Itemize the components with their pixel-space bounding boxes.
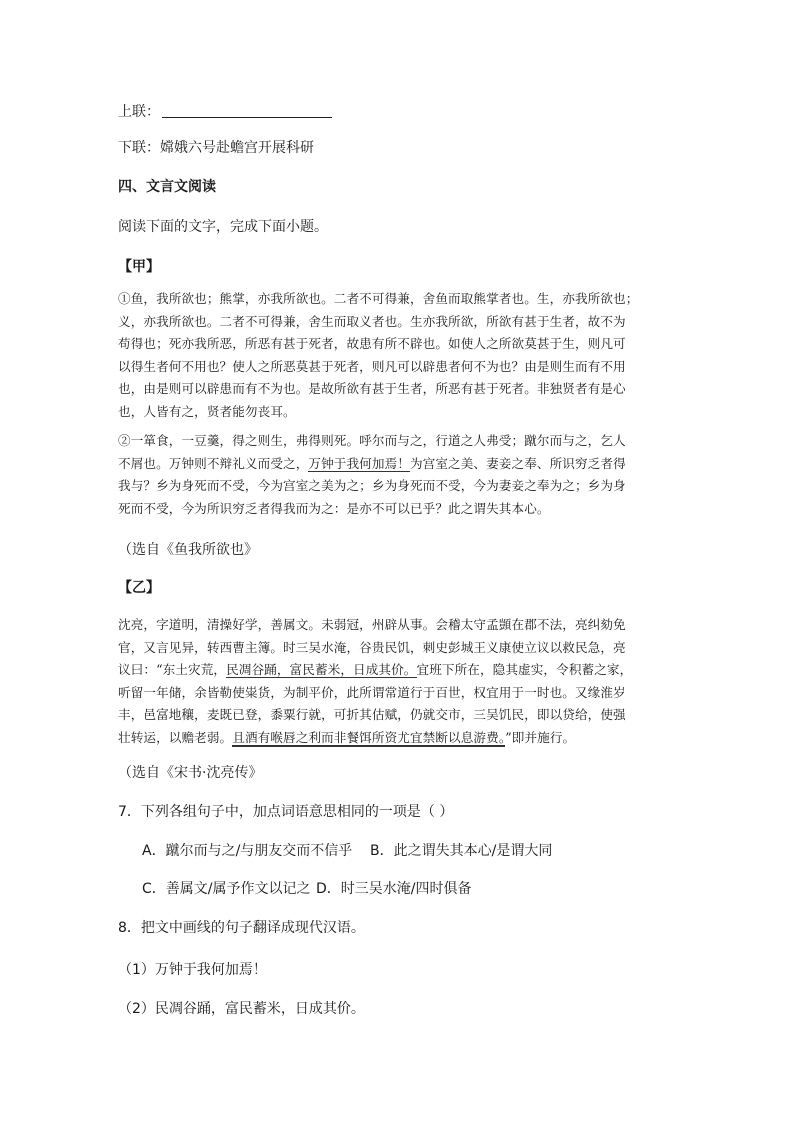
jia-p2-line: 死而不受，今为所识穷乏者得我而为之：是亦不可以已乎？此之谓失其本心。: [118, 500, 550, 516]
section-title: 四、文言文阅读: [118, 179, 216, 195]
yi-line: 丰，邑富地穰，麦既已登，黍粟行就，可折其估赋，仍就交市，三吴饥民，即以贷给，使强: [118, 707, 626, 722]
question-8-sentence-2: （2）民凋谷踊，富民蓄米，日成其价。: [118, 1001, 365, 1017]
upper-couplet-blank[interactable]: [162, 103, 332, 118]
yi-line: 沈亮，字道明，清操好学，善属文。未弱冠，州辟从事。会稽太守孟顗在郡不法，亮纠劾免: [118, 617, 626, 632]
question-7-option-a[interactable]: A．蹴尔而与之/与朋友交而不信乎: [142, 843, 353, 859]
passage-yi-paragraph: [118, 614, 676, 749]
jia-source: （选自《鱼我所欲也》: [118, 542, 258, 558]
passage-yi-tag: 【乙】: [118, 580, 160, 596]
question-8-stem: 8．把文中画线的句子翻译成现代汉语。: [118, 920, 365, 936]
upper-couplet-label: 上联：: [118, 104, 160, 120]
question-7-option-c[interactable]: C．善属文/属予作文以记之: [142, 881, 311, 897]
question-8-sentence-1: （1）万钟于我何加焉！: [118, 962, 267, 978]
jia-p2-line: 不屑也。万钟则不辩礼义而受之，万钟于我何加焉！为宫室之美、妻妾之奉、所识穷乏者得: [118, 455, 626, 471]
jia-p1-line: 也，由是则可以辟患而有不为也。是故所欲有甚于生者，所恶有甚于死者。非独贤者有是心: [118, 381, 626, 396]
yi-line: 官，又言见异，转西曹主簿。时三吴水淹，谷贵民饥，刺史彭城王义康使立议以救民急，亮: [118, 639, 626, 655]
jia-p1-line: 以得生者何不用也？使人之所恶莫甚于死者，则凡可以辟患者何不为也？由是则生而有不用: [118, 358, 626, 374]
reading-instruction: 阅读下面的文字，完成下面小题。: [118, 219, 328, 235]
yi-line: 壮转运，以赡老弱。且酒有喉唇之利而非餐饵所资尤宜禁断以息游费。”即并施行。: [118, 729, 576, 745]
passage-jia-paragraph-1: [118, 288, 676, 423]
question-7-option-b[interactable]: B．此之谓失其本心/是谓大同: [370, 843, 553, 859]
jia-p1-line: 义，亦我所欲也。二者不可得兼，舍生而取义者也。生亦我所欲，所欲有甚于生者，故不为: [118, 313, 626, 329]
yi-line: 听留一年储，余皆勒使粜货，为制平价，此所谓常道行于百世，权宜用于一时也。又缘淮岁: [118, 684, 626, 700]
yi-source: （选自《宋书·沈亮传》: [118, 765, 263, 781]
jia-p2-line: ②一箪食，一豆羹，得之则生，弗得则死。呼尔而与之，行道之人弗受；蹴尔而与之，乞人: [118, 433, 626, 448]
jia-p1-line: 也，人皆有之，贤者能勿丧耳。: [118, 403, 296, 419]
lower-couplet: 下联：嫦娥六号赴蟾宫开展科研: [118, 140, 314, 156]
question-7-option-d[interactable]: D．时三吴水淹/四时俱备: [316, 881, 472, 897]
upper-couplet-line: [118, 102, 332, 122]
underlined-sentence-3: 且酒有喉唇之利而非餐饵所资尤宜禁断以息游费。: [232, 729, 506, 745]
passage-jia-paragraph-2: [118, 430, 676, 520]
yi-line: 议曰：“东土灾荒，民凋谷踊，富民蓄米，日成其价。宜班下所在，隐其虚实，令积蓄之家，: [118, 662, 633, 677]
jia-p1-line: 苟得也；死亦我所恶，所恶有甚于死者，故患有所不辟也。如使人之所欲莫甚于生，则凡可: [118, 336, 626, 351]
jia-p2-line: 我与？乡为身死而不受，今为宫室之美为之；乡为身死而不受，今为妻妾之奉为之；乡为身: [118, 478, 626, 493]
passage-jia-tag: 【甲】: [118, 259, 160, 275]
underlined-sentence-1: 万钟于我何加焉！: [308, 455, 410, 471]
jia-p1-line: ①鱼，我所欲也；熊掌，亦我所欲也。二者不可得兼，舍鱼而取熊掌者也。生，亦我所欲也；: [118, 291, 639, 306]
underlined-sentence-2: 民凋谷踊，富民蓄米，日成其价。: [226, 662, 417, 677]
question-7-stem: 7．下列各组句子中，加点词语意思相同的一项是（ ）: [118, 804, 454, 820]
